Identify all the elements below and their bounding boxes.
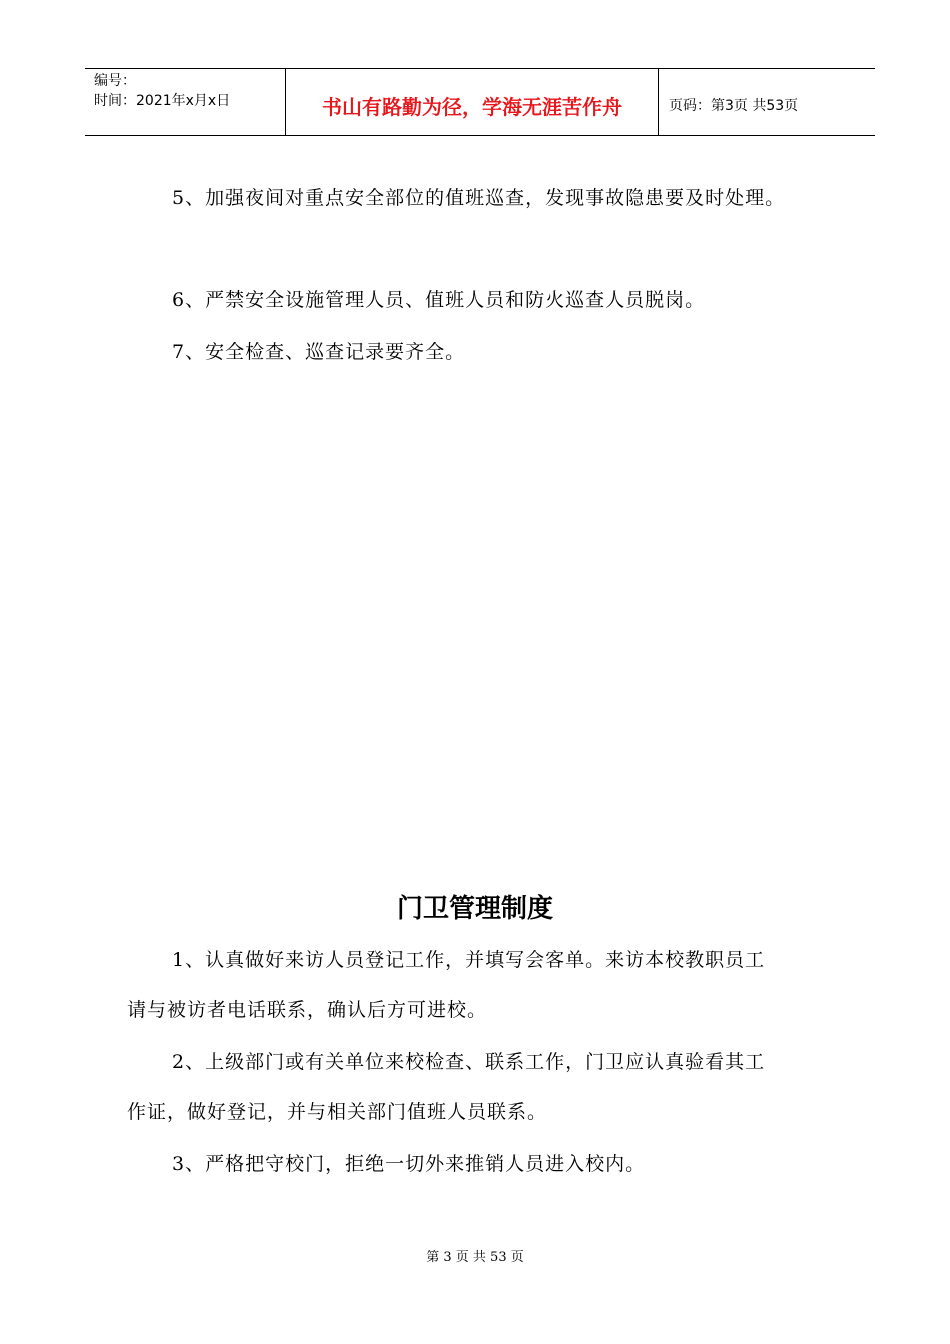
paragraph-item-5: 5、加强夜间对重点安全部位的值班巡查，发现事故隐患要及时处理。 [172,187,786,209]
rule-2-line-2: 作证，做好登记，并与相关部门值班人员联系。 [127,1101,548,1123]
header-meta [85,69,286,135]
document-number: 编号： [94,73,136,89]
rule-1-line-2: 请与被访者电话联系，确认后方可进校。 [127,999,488,1021]
rule-3-line-1: 3、严格把守校门，拒绝一切外来推销人员进入校内。 [172,1153,646,1175]
section-title: 门卫管理制度 [396,894,553,924]
header-page-number: 页码：第3页 共53页 [669,98,799,114]
page-footer: 第 3 页 共 53 页 [426,1250,524,1265]
document-time: 时间：2021年x月x日 [94,93,231,109]
header-motto: 书山有路勤为径，学海无涯苦作舟 [286,69,659,135]
rule-1-line-1: 1、认真做好来访人员登记工作，并填写会客单。来访本校教职员工 [172,949,766,971]
paragraph-item-6: 6、严禁安全设施管理人员、值班人员和防火巡查人员脱岗。 [172,289,706,311]
rule-2-line-1: 2、上级部门或有关单位来校检查、联系工作，门卫应认真验看其工 [172,1051,766,1073]
page-header [85,68,875,136]
paragraph-item-7: 7、安全检查、巡查记录要齐全。 [172,341,466,363]
